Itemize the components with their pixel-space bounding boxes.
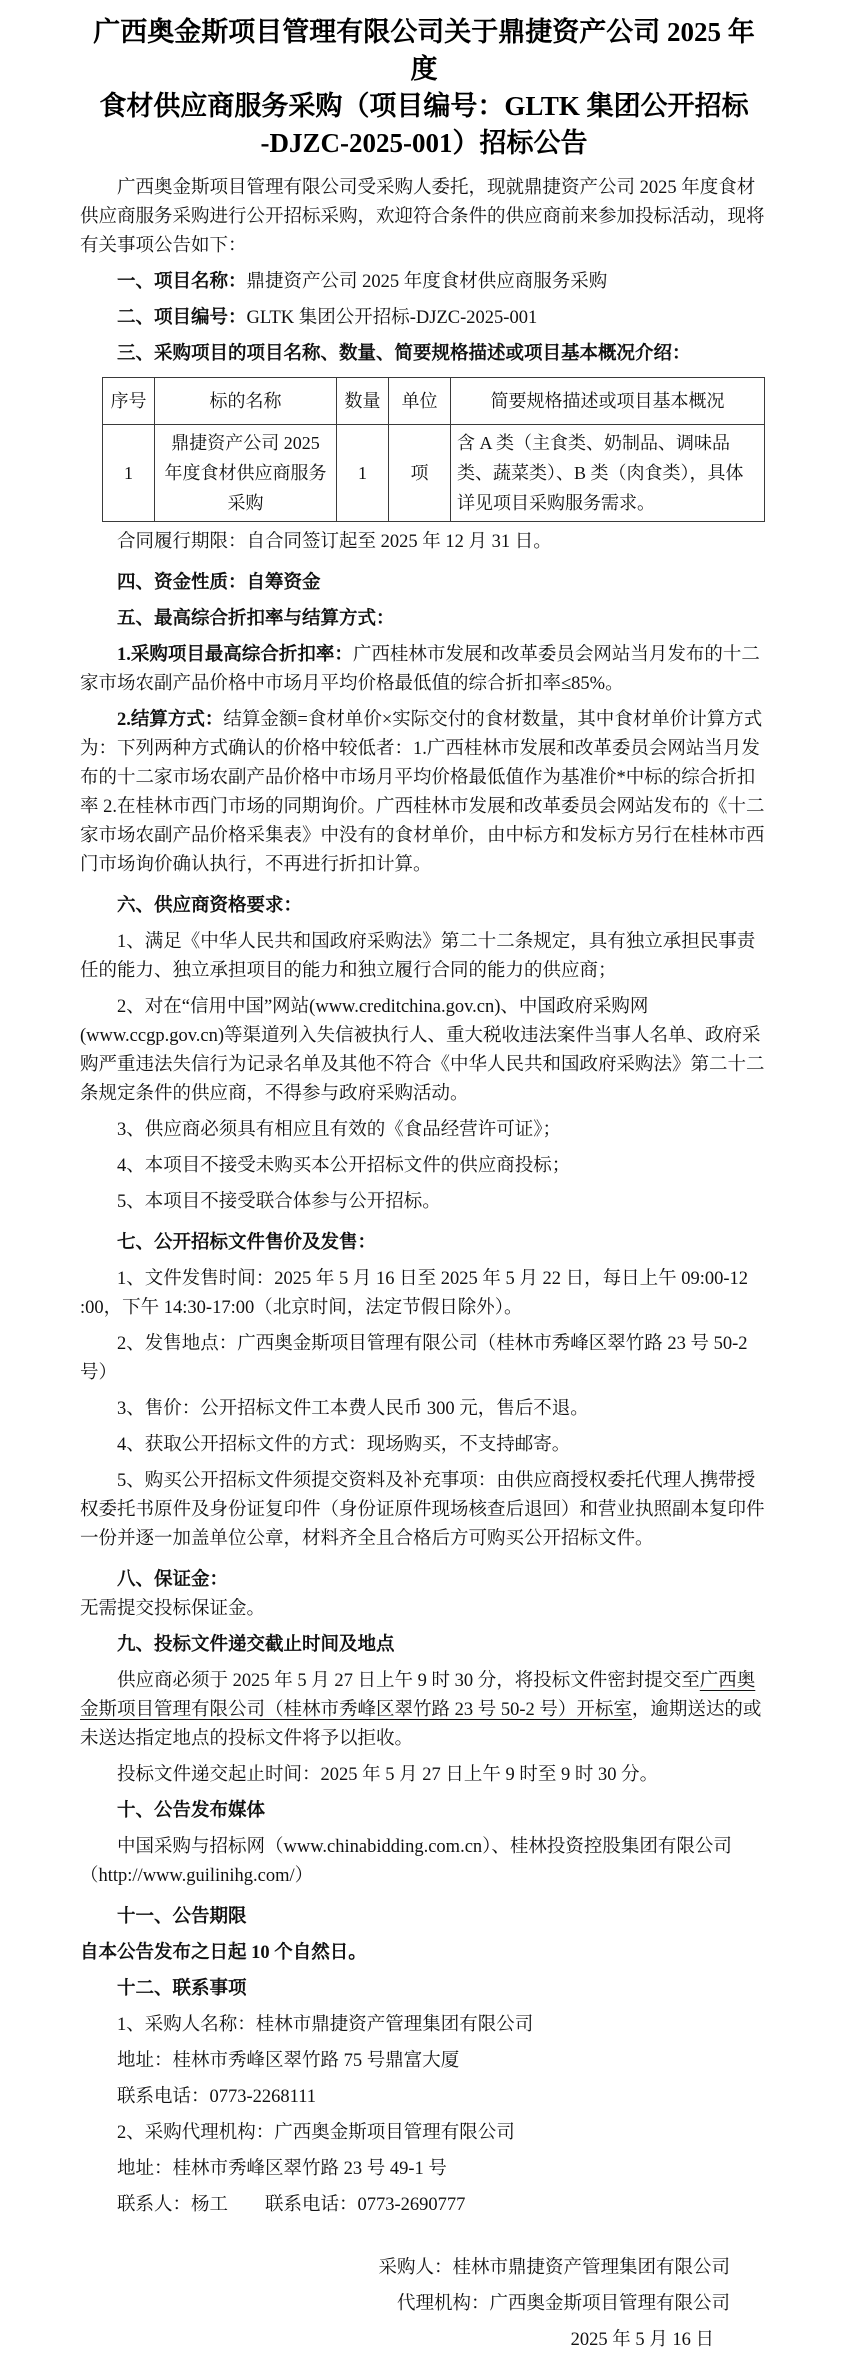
section-5-item-2-lead: 2.结算方式： (117, 710, 224, 730)
title-line-2: 食材供应商服务采购（项目编号：GLTK 集团公开招标 (99, 91, 749, 121)
section-6-item-3: 3、供应商必须具有相应且有效的《食品经营许可证》； (117, 1120, 562, 1140)
section-9-paragraph-2: 投标文件递交起止时间：2025 年 5 月 27 日上午 9 时至 9 时 30 分。 (117, 1765, 659, 1785)
section-3-heading: 三、采购项目的项目名称、数量、简要规格描述或项目基本概况介绍： (117, 344, 691, 364)
section-8-text: 无需提交投标保证金。 (80, 1599, 266, 1619)
section-5-item-1 (80, 641, 768, 699)
footer-purchaser: 采购人：桂林市鼎捷资产管理集团有限公司 (378, 2258, 730, 2278)
section-4-value: 自筹资金 (246, 573, 321, 593)
cell-spec: 含 A 类（主食类、奶制品、调味品类、蔬菜类）、B 类（肉食类），具体详见项目采购服务需求。 (451, 425, 765, 522)
contract-period-note: 合同履行期限：自合同签订起至 2025 年 12 月 31 日。 (117, 532, 552, 552)
cell-quantity: 1 (337, 425, 389, 522)
section-5-item-2 (80, 706, 768, 880)
col-header-spec: 简要规格描述或项目基本概况 (451, 378, 765, 425)
section-7-item-1: 1、文件发售时间：2025 年 5 月 16 日至 2025 年 5 月 22 日，每日上午 09:00-12 :00，下午 14:30-17:00（北京时间，法定节假日除外）。 (80, 1269, 749, 1318)
section-12-purchaser-name: 1、采购人名称：桂林市鼎捷资产管理集团有限公司 (117, 2015, 534, 2035)
section-6-heading: 六、供应商资格要求： (117, 896, 303, 916)
section-10-text: 中国采购与招标网（www.chinabidding.com.cn）、桂林投资控股集团有限公司（http://www.guilinihg.com/） (80, 1837, 732, 1886)
table-row (103, 425, 765, 522)
section-12-agency-name: 2、采购代理机构：广西奥金斯项目管理有限公司 (117, 2123, 515, 2143)
section-5-item-1-lead: 1.采购项目最高综合折扣率： (117, 645, 353, 665)
cell-index: 1 (103, 425, 155, 522)
section-5-item-2-text: 结算金额=食材单价×实际交付的食材数量，其中食材单价计算方式为：下列两种方式确认的价格中较低者：1.广西桂林市发展和改革委员会网站当月发布的十二家市场农副产品价格中市场月平均价格最低值作为基准价*中标的综合折扣率 2.在桂林市西门市场的同期询价。广西桂林市发展和改革委员会网站发布的《十二家市场农副产品价格采集表》中没有的食材单价，由中标方和发标方另行在桂林市西门市场询价确认执行，不再进行折扣计算。 (80, 710, 765, 875)
section-5-heading: 五、最高综合折扣率与结算方式： (117, 609, 395, 629)
section-8-heading: 八、保证金： (117, 1570, 229, 1590)
section-9-paragraph-1 (80, 1667, 768, 1754)
signature-block (80, 2250, 768, 2358)
title-line-1: 广西奥金斯项目管理有限公司关于鼎捷资产公司 2025 年度 (93, 17, 755, 84)
section-4-fund-nature (80, 569, 768, 598)
section-2-label: 二、项目编号： (117, 308, 247, 328)
section-1-project-name (80, 268, 768, 297)
section-9-heading: 九、投标文件递交截止时间及地点 (117, 1635, 395, 1655)
section-7-item-3: 3、售价：公开招标文件工本费人民币 300 元，售后不退。 (117, 1399, 589, 1419)
section-11-text: 自本公告发布之日起 10 个自然日。 (80, 1943, 367, 1963)
section-2-value: GLTK 集团公开招标-DJZC-2025-001 (246, 308, 538, 328)
procurement-items-table (102, 377, 765, 522)
section-12-agency-address: 地址：桂林市秀峰区翠竹路 23 号 49-1 号 (117, 2159, 447, 2179)
table-header-row (103, 378, 765, 425)
footer-agency: 代理机构：广西奥金斯项目管理有限公司 (396, 2294, 730, 2314)
section-1-label: 一、项目名称： (117, 272, 247, 292)
col-header-quantity: 数量 (337, 378, 389, 425)
cell-unit: 项 (389, 425, 451, 522)
section-12-purchaser-phone: 联系电话：0773-2268111 (117, 2087, 317, 2107)
section-6-item-1: 1、满足《中华人民共和国政府采购法》第二十二条规定，具有独立承担民事责任的能力、独立承担项目的能力和独立履行合同的能力的供应商； (80, 932, 756, 981)
col-header-unit: 单位 (389, 378, 451, 425)
footer-date: 2025 年 5 月 16 日 (570, 2330, 714, 2350)
section-11-heading: 十一、公告期限 (117, 1907, 247, 1927)
page-title (80, 14, 768, 162)
cell-subject-name: 鼎捷资产公司 2025 年度食材供应商服务采购 (155, 425, 337, 522)
section-7-item-2: 2、发售地点：广西奥金斯项目管理有限公司（桂林市秀峰区翠竹路 23 号 50-2 号） (80, 1334, 748, 1383)
section-12-agency-contact: 联系人：杨工 联系电话：0773-2690777 (117, 2195, 466, 2215)
section-9-p1-after: ，逾期送达的或未送达指定地点的投标文件将予以拒收。 (80, 1700, 762, 1749)
section-12-heading: 十二、联系事项 (117, 1979, 247, 1999)
section-10-heading: 十、公告发布媒体 (117, 1801, 266, 1821)
title-line-3: -DJZC-2025-001）招标公告 (260, 128, 588, 158)
section-6-item-5: 5、本项目不接受联合体参与公开招标。 (117, 1192, 441, 1212)
section-12-purchaser-address: 地址：桂林市秀峰区翠竹路 75 号鼎富大厦 (117, 2051, 460, 2071)
section-6-item-4: 4、本项目不接受未购买本公开招标文件的供应商投标； (117, 1156, 571, 1176)
section-9-p1-before: 供应商必须于 2025 年 5 月 27 日上午 9 时 30 分，将投标文件密封提交至 (117, 1671, 700, 1691)
section-1-value: 鼎捷资产公司 2025 年度食材供应商服务采购 (246, 272, 608, 292)
intro-paragraph: 广西奥金斯项目管理有限公司受采购人委托，现就鼎捷资产公司 2025 年度食材供应商服务采购进行公开招标采购，欢迎符合条件的供应商前来参加投标活动，现将有关事项公告如下： (80, 178, 765, 256)
col-header-subject-name: 标的名称 (155, 378, 337, 425)
section-7-heading: 七、公开招标文件售价及发售： (117, 1233, 377, 1253)
section-4-label: 四、资金性质： (117, 573, 247, 593)
section-7-item-5: 5、购买公开招标文件须提交资料及补充事项：由供应商授权委托代理人携带授权委托书原件及身份证复印件（身份证原件现场核查后退回）和营业执照副本复印件一份并逐一加盖单位公章，材料齐全且合格后方可购买公开招标文件。 (80, 1471, 765, 1549)
section-7-item-4: 4、获取公开招标文件的方式：现场购买，不支持邮寄。 (117, 1435, 571, 1455)
col-header-index: 序号 (103, 378, 155, 425)
section-5-item-1-text: 广西桂林市发展和改革委员会网站当月发布的十二家市场农副产品价格中市场月平均价格最低值的综合折扣率≤85%。 (80, 645, 760, 694)
section-2-project-number (80, 304, 768, 333)
section-9-p1-underlined-address: 广西奥金斯项目管理有限公司（桂林市秀峰区翠竹路 23 号 50-2 号）开标室 (80, 1671, 756, 1720)
section-6-item-2: 2、对在“信用中国”网站(www.creditchina.gov.cn)、中国政府采购网(www.ccgp.gov.cn)等渠道列入失信被执行人、重大税收违法案件当事人名单、政府采购严重违法失信行为记录名单及其他不符合《中华人民共和国政府采购法》第二十二条规定条件的供应商，不得参与政府采购活动。 (80, 997, 765, 1104)
